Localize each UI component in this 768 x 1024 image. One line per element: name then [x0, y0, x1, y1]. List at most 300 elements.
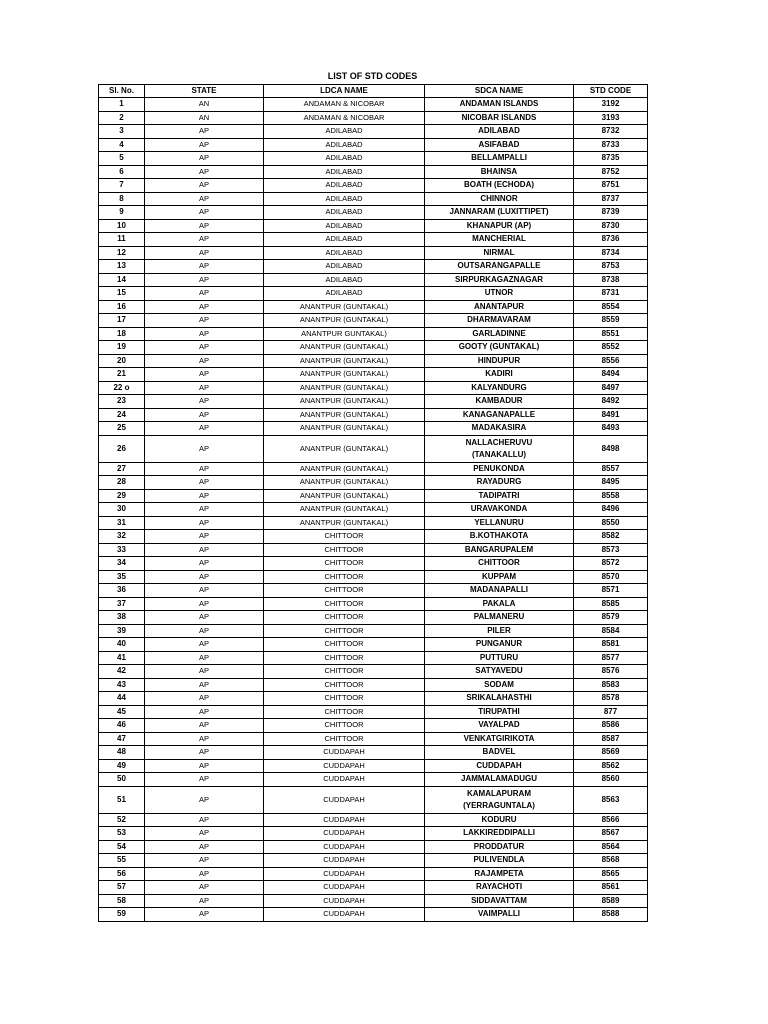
- state-cell: AP: [145, 138, 264, 152]
- state-cell: AP: [145, 368, 264, 382]
- std-code-cell: 8736: [574, 233, 648, 247]
- sdca-name-cell: KUPPAM: [425, 570, 574, 584]
- state-cell: AP: [145, 678, 264, 692]
- std-code-cell: 8558: [574, 489, 648, 503]
- state-cell: AP: [145, 611, 264, 625]
- sdca-name-cell: ANANTAPUR: [425, 300, 574, 314]
- sl-no-cell: 47: [99, 732, 145, 746]
- table-row: [99, 786, 648, 813]
- sl-no-cell: 6: [99, 165, 145, 179]
- sdca-name-cell: SODAM: [425, 678, 574, 692]
- std-code-cell: 8495: [574, 476, 648, 490]
- ldca-name-cell: ANANTPUR (GUNTAKAL): [264, 300, 425, 314]
- sl-no-cell: 44: [99, 692, 145, 706]
- sl-no-cell: 42: [99, 665, 145, 679]
- table-row: [99, 395, 648, 409]
- table-row: [99, 98, 648, 112]
- std-code-cell: 8752: [574, 165, 648, 179]
- std-code-cell: 8493: [574, 422, 648, 436]
- sl-no-cell: 56: [99, 867, 145, 881]
- table-row: [99, 597, 648, 611]
- table-row: [99, 557, 648, 571]
- table-row: [99, 206, 648, 220]
- ldca-name-cell: ADILABAD: [264, 206, 425, 220]
- sl-no-cell: 35: [99, 570, 145, 584]
- sl-no-cell: 9: [99, 206, 145, 220]
- ldca-name-cell: ADILABAD: [264, 233, 425, 247]
- std-code-cell: 8584: [574, 624, 648, 638]
- table-row: [99, 624, 648, 638]
- table-row: [99, 435, 648, 462]
- ldca-name-cell: ANDAMAN & NICOBAR: [264, 98, 425, 112]
- sdca-name-cell: PAKALA: [425, 597, 574, 611]
- std-code-cell: 8738: [574, 273, 648, 287]
- state-cell: AP: [145, 854, 264, 868]
- ldca-name-cell: CHITTOOR: [264, 678, 425, 692]
- table-row: [99, 665, 648, 679]
- std-codes-table: [98, 84, 648, 922]
- std-code-cell: 8572: [574, 557, 648, 571]
- table-row: [99, 152, 648, 166]
- sdca-name-cell: ANDAMAN ISLANDS: [425, 98, 574, 112]
- state-cell: AP: [145, 692, 264, 706]
- sl-no-cell: 8: [99, 192, 145, 206]
- state-cell: AP: [145, 125, 264, 139]
- ldca-name-cell: ANANTPUR (GUNTAKAL): [264, 395, 425, 409]
- sdca-name-cell: LAKKIREDDIPALLI: [425, 827, 574, 841]
- table-row: [99, 746, 648, 760]
- sdca-name-cell: TADIPATRI: [425, 489, 574, 503]
- state-cell: AP: [145, 597, 264, 611]
- sl-no-cell: 46: [99, 719, 145, 733]
- ldca-name-cell: CHITTOOR: [264, 543, 425, 557]
- table-row: [99, 138, 648, 152]
- sl-no-cell: 3: [99, 125, 145, 139]
- std-code-cell: 8578: [574, 692, 648, 706]
- ldca-name-cell: ANANTPUR (GUNTAKAL): [264, 354, 425, 368]
- ldca-name-cell: CHITTOOR: [264, 597, 425, 611]
- sl-no-cell: 34: [99, 557, 145, 571]
- std-code-cell: 8570: [574, 570, 648, 584]
- sl-no-cell: 39: [99, 624, 145, 638]
- state-cell: AP: [145, 827, 264, 841]
- sdca-name-cell: [425, 435, 574, 462]
- std-code-cell: 8494: [574, 368, 648, 382]
- state-cell: AP: [145, 651, 264, 665]
- sl-no-cell: 14: [99, 273, 145, 287]
- state-cell: AP: [145, 476, 264, 490]
- sdca-name-cell: KHANAPUR (AP): [425, 219, 574, 233]
- state-cell: AP: [145, 530, 264, 544]
- std-code-cell: 3193: [574, 111, 648, 125]
- sl-no-cell: 21: [99, 368, 145, 382]
- state-cell: AP: [145, 462, 264, 476]
- ldca-name-cell: ANANTPUR (GUNTAKAL): [264, 489, 425, 503]
- sdca-name-cell: RAJAMPETA: [425, 867, 574, 881]
- ldca-name-cell: CHITTOOR: [264, 719, 425, 733]
- ldca-name-cell: ANANTPUR GUNTAKAL): [264, 327, 425, 341]
- ldca-name-cell: ANANTPUR (GUNTAKAL): [264, 314, 425, 328]
- std-code-cell: 8566: [574, 813, 648, 827]
- header-row: [99, 85, 648, 98]
- ldca-name-cell: CUDDAPAH: [264, 840, 425, 854]
- header-sdca-name: SDCA NAME: [425, 85, 574, 98]
- sdca-name-cell: PALMANERU: [425, 611, 574, 625]
- table-row: [99, 908, 648, 922]
- table-row: [99, 125, 648, 139]
- state-cell: AP: [145, 894, 264, 908]
- sdca-name-cell: PUNGANUR: [425, 638, 574, 652]
- table-row: [99, 341, 648, 355]
- header-ldca-name: LDCA NAME: [264, 85, 425, 98]
- sl-no-cell: 30: [99, 503, 145, 517]
- state-cell: AP: [145, 179, 264, 193]
- ldca-name-cell: ANANTPUR (GUNTAKAL): [264, 341, 425, 355]
- ldca-name-cell: CUDDAPAH: [264, 746, 425, 760]
- sl-no-cell: 32: [99, 530, 145, 544]
- std-code-cell: 8589: [574, 894, 648, 908]
- table-row: [99, 368, 648, 382]
- std-code-cell: 8560: [574, 773, 648, 787]
- sl-no-cell: 27: [99, 462, 145, 476]
- sl-no-cell: 29: [99, 489, 145, 503]
- ldca-name-cell: CUDDAPAH: [264, 881, 425, 895]
- state-cell: AP: [145, 584, 264, 598]
- sdca-name-cell: BADVEL: [425, 746, 574, 760]
- table-row: [99, 881, 648, 895]
- std-code-cell: 8579: [574, 611, 648, 625]
- sdca-name-cell: [425, 786, 574, 813]
- sl-no-cell: 11: [99, 233, 145, 247]
- table-row: [99, 489, 648, 503]
- sdca-name-cell: VENKATGIRIKOTA: [425, 732, 574, 746]
- sdca-name-cell: BANGARUPALEM: [425, 543, 574, 557]
- sl-no-cell: 51: [99, 786, 145, 813]
- ldca-name-cell: ANANTPUR (GUNTAKAL): [264, 476, 425, 490]
- sdca-name-cell: RAYACHOTI: [425, 881, 574, 895]
- table-row: [99, 300, 648, 314]
- state-cell: AP: [145, 624, 264, 638]
- ldca-name-cell: CHITTOOR: [264, 665, 425, 679]
- table-row: [99, 678, 648, 692]
- std-code-cell: 8567: [574, 827, 648, 841]
- sdca-name-cell: MADANAPALLI: [425, 584, 574, 598]
- std-code-cell: 8497: [574, 381, 648, 395]
- sl-no-cell: 25: [99, 422, 145, 436]
- ldca-name-cell: ADILABAD: [264, 219, 425, 233]
- sl-no-cell: 43: [99, 678, 145, 692]
- table-row: [99, 773, 648, 787]
- ldca-name-cell: ADILABAD: [264, 138, 425, 152]
- std-code-cell: 8577: [574, 651, 648, 665]
- sl-no-cell: 36: [99, 584, 145, 598]
- std-code-cell: 8554: [574, 300, 648, 314]
- ldca-name-cell: ADILABAD: [264, 152, 425, 166]
- sl-no-cell: 16: [99, 300, 145, 314]
- state-cell: AP: [145, 300, 264, 314]
- sdca-name-cell: RAYADURG: [425, 476, 574, 490]
- sl-no-cell: 7: [99, 179, 145, 193]
- sl-no-cell: 58: [99, 894, 145, 908]
- sl-no-cell: 40: [99, 638, 145, 652]
- std-code-cell: 8753: [574, 260, 648, 274]
- sdca-name-cell: YELLANURU: [425, 516, 574, 530]
- ldca-name-cell: ANANTPUR (GUNTAKAL): [264, 516, 425, 530]
- table-row: [99, 111, 648, 125]
- std-code-cell: 877: [574, 705, 648, 719]
- std-code-cell: 8569: [574, 746, 648, 760]
- std-code-cell: 8588: [574, 908, 648, 922]
- sl-no-cell: 15: [99, 287, 145, 301]
- table-row: [99, 476, 648, 490]
- std-code-cell: 8552: [574, 341, 648, 355]
- ldca-name-cell: ANDAMAN & NICOBAR: [264, 111, 425, 125]
- ldca-name-cell: CHITTOOR: [264, 624, 425, 638]
- state-cell: AP: [145, 354, 264, 368]
- ldca-name-cell: CHITTOOR: [264, 611, 425, 625]
- sl-no-cell: 33: [99, 543, 145, 557]
- std-code-cell: 8734: [574, 246, 648, 260]
- table-row: [99, 354, 648, 368]
- ldca-name-cell: ADILABAD: [264, 179, 425, 193]
- table-row: [99, 638, 648, 652]
- sl-no-cell: 18: [99, 327, 145, 341]
- state-cell: AP: [145, 773, 264, 787]
- sl-no-cell: 28: [99, 476, 145, 490]
- sl-no-cell: 17: [99, 314, 145, 328]
- sl-no-cell: 2: [99, 111, 145, 125]
- state-cell: AP: [145, 908, 264, 922]
- ldca-name-cell: ANANTPUR (GUNTAKAL): [264, 368, 425, 382]
- state-cell: AN: [145, 98, 264, 112]
- ldca-name-cell: CHITTOOR: [264, 584, 425, 598]
- sdca-name-cell: CHITTOOR: [425, 557, 574, 571]
- sdca-name-cell: NIRMAL: [425, 246, 574, 260]
- ldca-name-cell: CUDDAPAH: [264, 867, 425, 881]
- sl-no-cell: 59: [99, 908, 145, 922]
- sdca-name-cell: BHAINSA: [425, 165, 574, 179]
- sdca-name-cell: CHINNOR: [425, 192, 574, 206]
- sdca-name-cell: SATYAVEDU: [425, 665, 574, 679]
- sdca-name-cell: PUTTURU: [425, 651, 574, 665]
- table-row: [99, 273, 648, 287]
- std-code-cell: 8731: [574, 287, 648, 301]
- sdca-name-cell: BELLAMPALLI: [425, 152, 574, 166]
- sl-no-cell: 49: [99, 759, 145, 773]
- std-code-cell: 8556: [574, 354, 648, 368]
- state-cell: AP: [145, 867, 264, 881]
- sdca-name-cell: TIRUPATHI: [425, 705, 574, 719]
- sdca-name-cell: MADAKASIRA: [425, 422, 574, 436]
- table-row: [99, 422, 648, 436]
- state-cell: AP: [145, 341, 264, 355]
- table-row: [99, 894, 648, 908]
- std-code-cell: 8585: [574, 597, 648, 611]
- table-row: [99, 260, 648, 274]
- table-row: [99, 219, 648, 233]
- sdca-name-cell: CUDDAPAH: [425, 759, 574, 773]
- sdca-name-cell: KODURU: [425, 813, 574, 827]
- sl-no-cell: 37: [99, 597, 145, 611]
- sl-no-cell: 20: [99, 354, 145, 368]
- state-cell: AP: [145, 327, 264, 341]
- table-row: [99, 611, 648, 625]
- table-row: [99, 327, 648, 341]
- header-std-code: STD CODE: [574, 85, 648, 98]
- ldca-name-cell: ANANTPUR (GUNTAKAL): [264, 422, 425, 436]
- table-row: [99, 813, 648, 827]
- std-code-cell: 8498: [574, 435, 648, 462]
- sl-no-cell: 38: [99, 611, 145, 625]
- table-row: [99, 381, 648, 395]
- table-row: [99, 516, 648, 530]
- state-cell: AP: [145, 746, 264, 760]
- sl-no-cell: 13: [99, 260, 145, 274]
- ldca-name-cell: ANANTPUR (GUNTAKAL): [264, 408, 425, 422]
- ldca-name-cell: CHITTOOR: [264, 530, 425, 544]
- sdca-name-cell: SIDDAVATTAM: [425, 894, 574, 908]
- sdca-name-cell: SIRPURKAGAZNAGAR: [425, 273, 574, 287]
- std-code-cell: 8565: [574, 867, 648, 881]
- table-row: [99, 192, 648, 206]
- table-row: [99, 287, 648, 301]
- sdca-name-cell: B.KOTHAKOTA: [425, 530, 574, 544]
- std-code-cell: 8583: [574, 678, 648, 692]
- sl-no-cell: 53: [99, 827, 145, 841]
- ldca-name-cell: ANANTPUR (GUNTAKAL): [264, 503, 425, 517]
- sdca-name-cell: NICOBAR ISLANDS: [425, 111, 574, 125]
- ldca-name-cell: CUDDAPAH: [264, 894, 425, 908]
- sdca-name-cell: JAMMALAMADUGU: [425, 773, 574, 787]
- std-code-cell: 8550: [574, 516, 648, 530]
- sdca-name-cell: PULIVENDLA: [425, 854, 574, 868]
- state-cell: AP: [145, 260, 264, 274]
- table-row: [99, 867, 648, 881]
- state-cell: AP: [145, 287, 264, 301]
- sdca-name-cell: JANNARAM (LUXITTIPET): [425, 206, 574, 220]
- sl-no-cell: 23: [99, 395, 145, 409]
- table-body: [99, 98, 648, 922]
- std-code-cell: 8730: [574, 219, 648, 233]
- sdca-name-cell: VAIMPALLI: [425, 908, 574, 922]
- state-cell: AP: [145, 557, 264, 571]
- state-cell: AP: [145, 422, 264, 436]
- ldca-name-cell: ANANTPUR (GUNTAKAL): [264, 435, 425, 462]
- state-cell: AP: [145, 165, 264, 179]
- sdca-name-cell: PRODDATUR: [425, 840, 574, 854]
- sl-no-cell: 57: [99, 881, 145, 895]
- std-code-cell: 8582: [574, 530, 648, 544]
- std-code-cell: 3192: [574, 98, 648, 112]
- std-code-cell: 8491: [574, 408, 648, 422]
- sdca-name-cell: KAMBADUR: [425, 395, 574, 409]
- ldca-name-cell: ADILABAD: [264, 192, 425, 206]
- state-cell: AP: [145, 489, 264, 503]
- table-row: [99, 759, 648, 773]
- table-row: [99, 503, 648, 517]
- state-cell: AP: [145, 219, 264, 233]
- sl-no-cell: 24: [99, 408, 145, 422]
- ldca-name-cell: CHITTOOR: [264, 705, 425, 719]
- table-row: [99, 705, 648, 719]
- ldca-name-cell: CUDDAPAH: [264, 908, 425, 922]
- ldca-name-cell: ANANTPUR (GUNTAKAL): [264, 462, 425, 476]
- std-code-cell: 8573: [574, 543, 648, 557]
- page-title: LIST OF STD CODES: [327, 71, 418, 81]
- ldca-name-cell: CHITTOOR: [264, 651, 425, 665]
- sl-no-cell: 26: [99, 435, 145, 462]
- ldca-name-cell: ADILABAD: [264, 165, 425, 179]
- std-code-cell: 8751: [574, 179, 648, 193]
- ldca-name-cell: CHITTOOR: [264, 638, 425, 652]
- sdca-name-cell: KALYANDURG: [425, 381, 574, 395]
- std-code-cell: 8581: [574, 638, 648, 652]
- std-code-cell: 8733: [574, 138, 648, 152]
- state-cell: AP: [145, 665, 264, 679]
- sl-no-cell: 54: [99, 840, 145, 854]
- header-state: STATE: [145, 85, 264, 98]
- state-cell: AP: [145, 719, 264, 733]
- state-cell: AP: [145, 233, 264, 247]
- sl-no-cell: 5: [99, 152, 145, 166]
- ldca-name-cell: ADILABAD: [264, 125, 425, 139]
- ldca-name-cell: CUDDAPAH: [264, 759, 425, 773]
- table-row: [99, 408, 648, 422]
- table-row: [99, 827, 648, 841]
- state-cell: AP: [145, 570, 264, 584]
- std-code-cell: 8492: [574, 395, 648, 409]
- state-cell: AP: [145, 314, 264, 328]
- sdca-name-cell: ADILABAD: [425, 125, 574, 139]
- table-row: [99, 584, 648, 598]
- state-cell: AP: [145, 395, 264, 409]
- ldca-name-cell: CUDDAPAH: [264, 827, 425, 841]
- std-code-cell: 8559: [574, 314, 648, 328]
- sdca-name-cell: KANAGANAPALLE: [425, 408, 574, 422]
- table-row: [99, 570, 648, 584]
- std-code-cell: 8568: [574, 854, 648, 868]
- std-code-cell: 8561: [574, 881, 648, 895]
- sl-no-cell: 41: [99, 651, 145, 665]
- std-code-cell: 8562: [574, 759, 648, 773]
- table-row: [99, 732, 648, 746]
- state-cell: AP: [145, 408, 264, 422]
- sdca-name-cell: OUTSARANGAPALLE: [425, 260, 574, 274]
- table-row: [99, 530, 648, 544]
- sdca-name-line-2: (YERRAGUNTALA): [463, 800, 535, 810]
- table-header: [99, 85, 648, 98]
- state-cell: AP: [145, 152, 264, 166]
- std-code-cell: 8576: [574, 665, 648, 679]
- sl-no-cell: 50: [99, 773, 145, 787]
- sdca-name-cell: KADIRI: [425, 368, 574, 382]
- state-cell: AP: [145, 206, 264, 220]
- state-cell: AP: [145, 638, 264, 652]
- std-code-cell: 8739: [574, 206, 648, 220]
- sl-no-cell: 12: [99, 246, 145, 260]
- sdca-name-cell: PENUKONDA: [425, 462, 574, 476]
- ldca-name-cell: CHITTOOR: [264, 732, 425, 746]
- std-code-cell: 8551: [574, 327, 648, 341]
- ldca-name-cell: ADILABAD: [264, 246, 425, 260]
- state-cell: AN: [145, 111, 264, 125]
- state-cell: AP: [145, 381, 264, 395]
- sl-no-cell: 4: [99, 138, 145, 152]
- sdca-name-cell: URAVAKONDA: [425, 503, 574, 517]
- state-cell: AP: [145, 732, 264, 746]
- ldca-name-cell: CHITTOOR: [264, 557, 425, 571]
- std-code-cell: 8496: [574, 503, 648, 517]
